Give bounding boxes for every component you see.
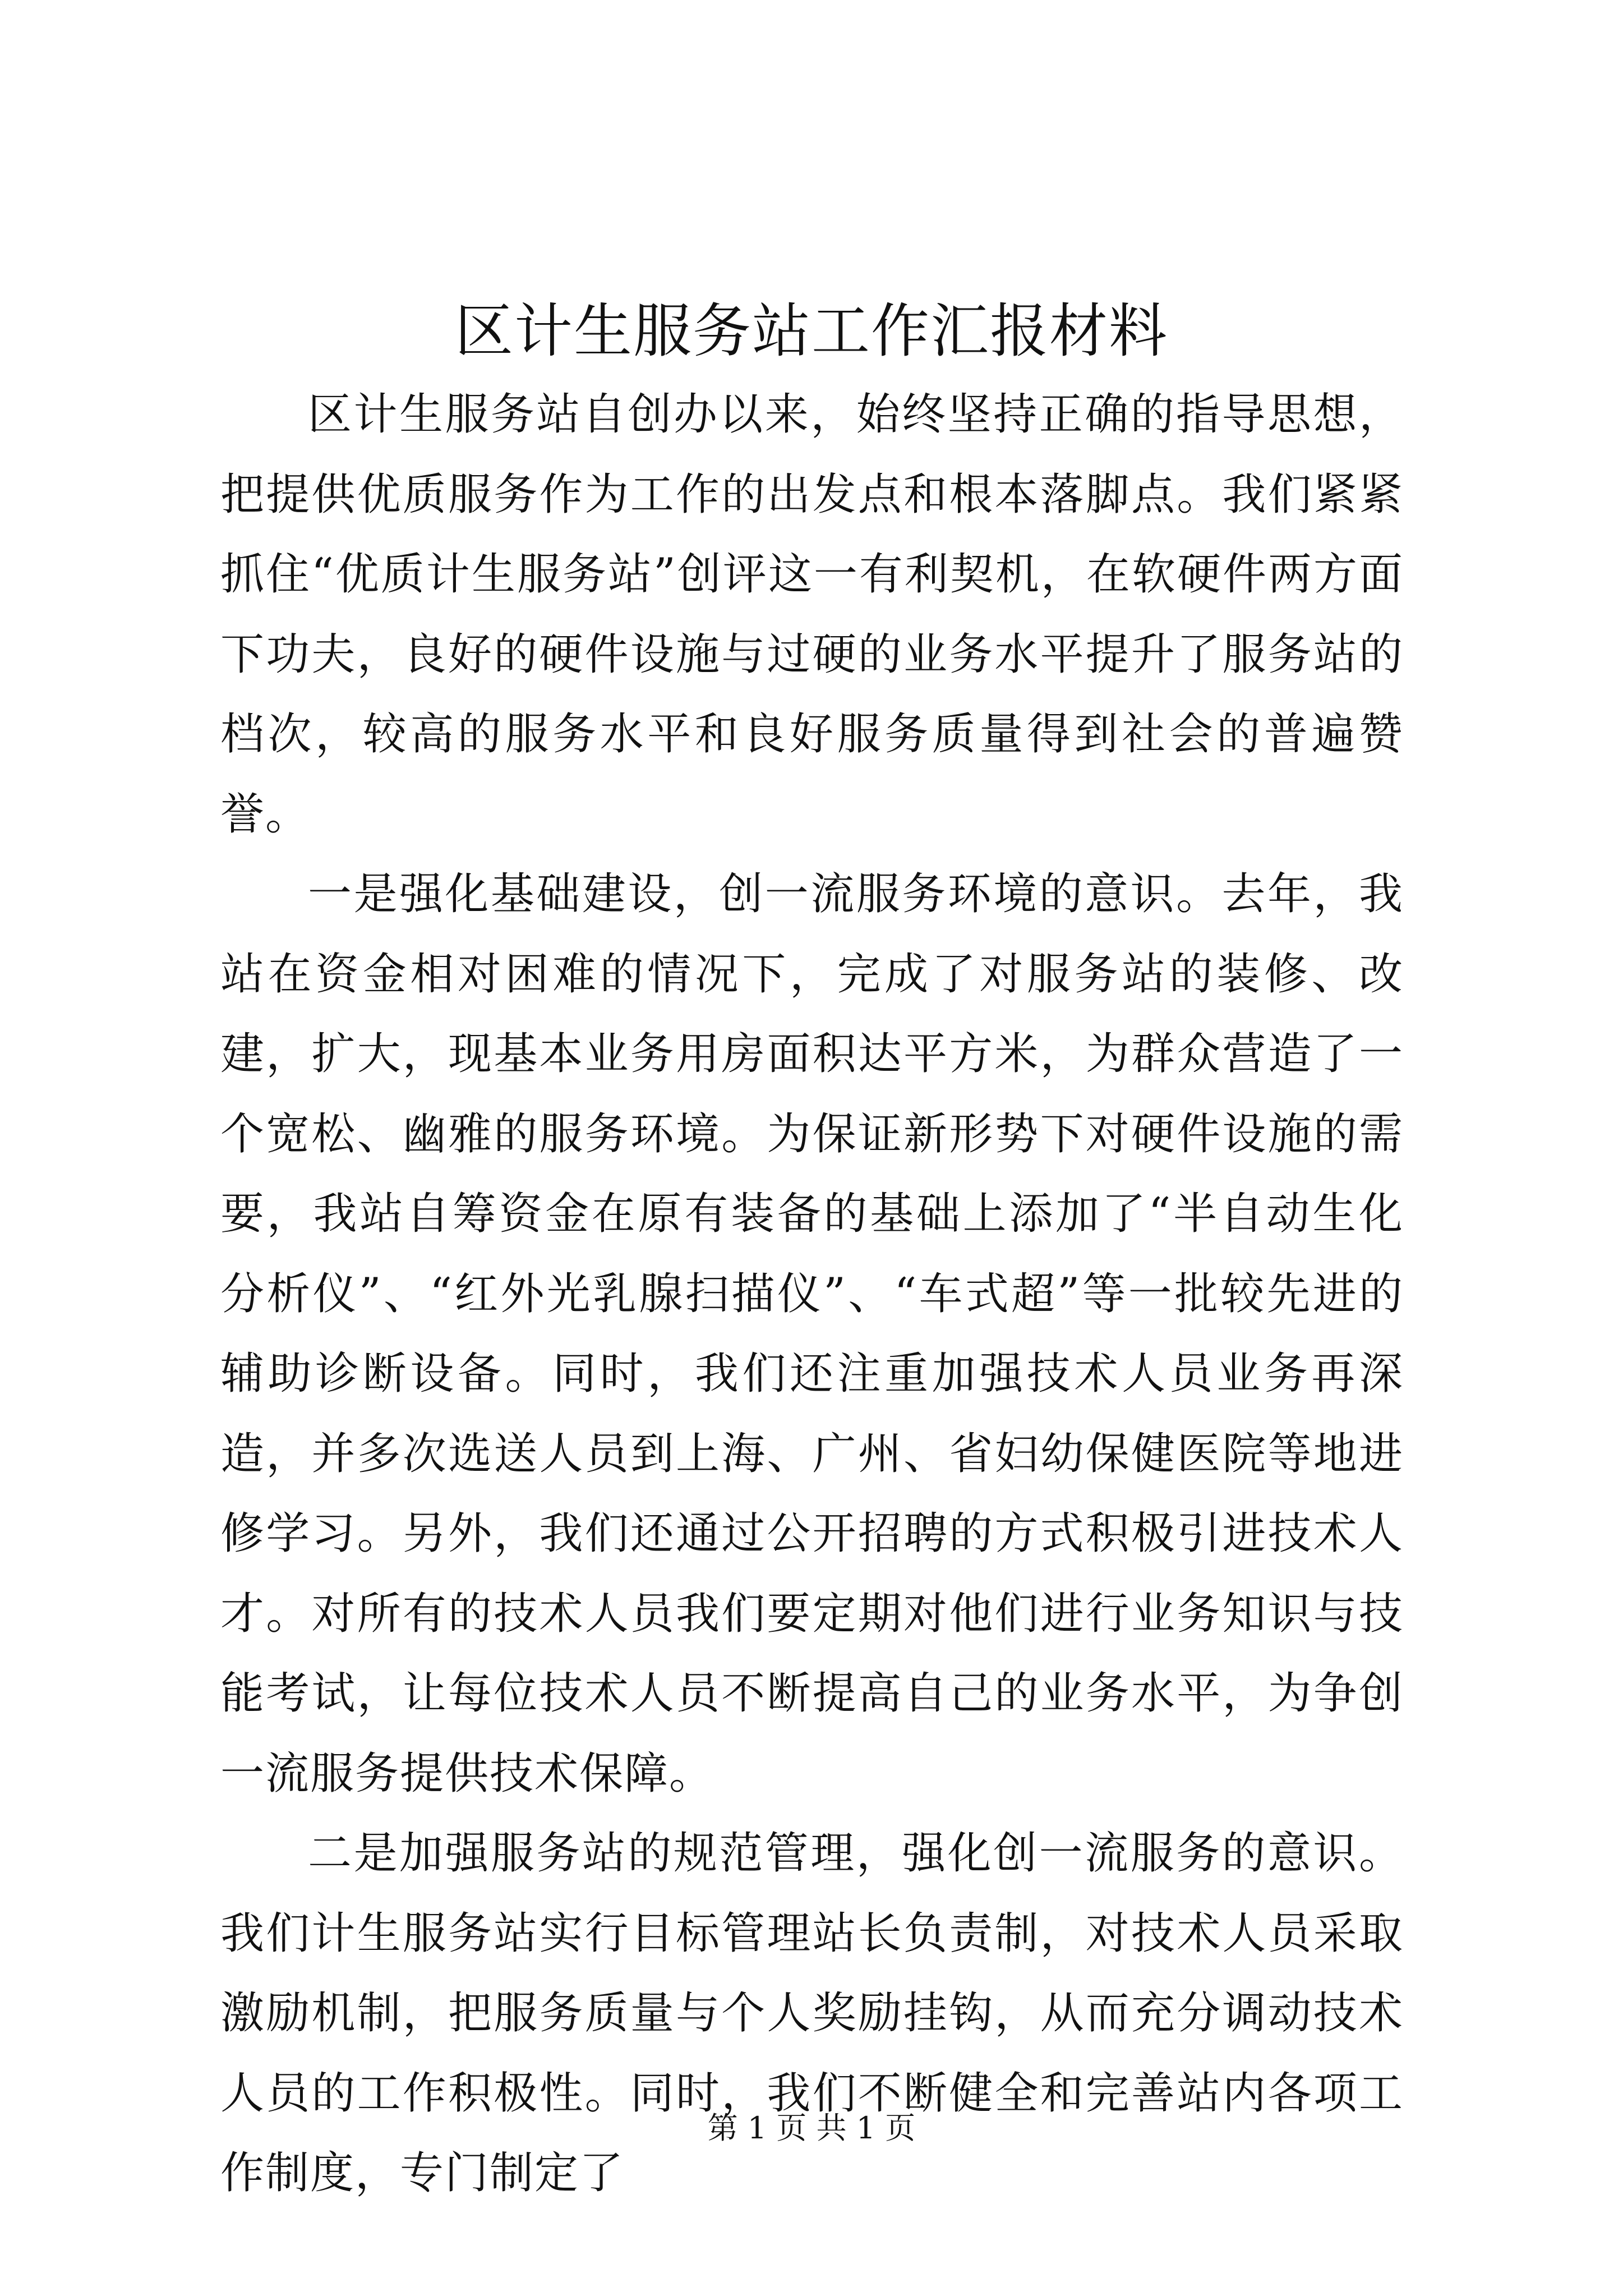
- document-body: [220, 375, 1404, 2214]
- paragraph-infrastructure: 一是强化基础建设，创一流服务环境的意识。去年，我站在资金相对困难的情况下，完成了对服务站的装修、改建，扩大，现基本业务用房面积达平方米，为群众营造了一个宽松、幽雅的服务环境。为保证新形势下对硬件设施的需要，我站自筹资金在原有装备的基础上添加了“半自动生化分析仪”、“红外光乳腺扫描仪”、“车式超”等一批较先进的辅助诊断设备。同时，我们还注重加强技术人员业务再深造，并多次选送人员到上海、广州、省妇幼保健医院等地进修学习。另外，我们还通过公开招聘的方式积极引进技术人才。对所有的技术人员我们要定期对他们进行业务知识与技能考试，让每位技术人员不断提高自己的业务水平，为争创一流服务提供技术保障。: [220, 869, 1404, 1799]
- paragraph-management: 二是加强服务站的规范管理，强化创一流服务的意识。我们计生服务站实行目标管理站长负责制，对技术人员采取激励机制，把服务质量与个人奖励挂钩，从而充分调动技术人员的工作积极性。同时，我们不断健全和完善站内各项工作制度，专门制定了: [220, 1828, 1404, 2198]
- page-number-footer: 第 1 页 共 1 页: [707, 2110, 916, 2146]
- paragraph-intro: 区计生服务站自创办以来，始终坚持正确的指导思想，把提供优质服务作为工作的出发点和根本落脚点。我们紧紧抓住“优质计生服务站”创评这一有利契机，在软硬件两方面下功夫，良好的硬件设施与过硬的业务水平提升了服务站的档次，较高的服务水平和良好服务质量得到社会的普遍赞誉。: [220, 389, 1404, 840]
- document-title: 区计生服务站工作汇报材料: [454, 297, 1168, 365]
